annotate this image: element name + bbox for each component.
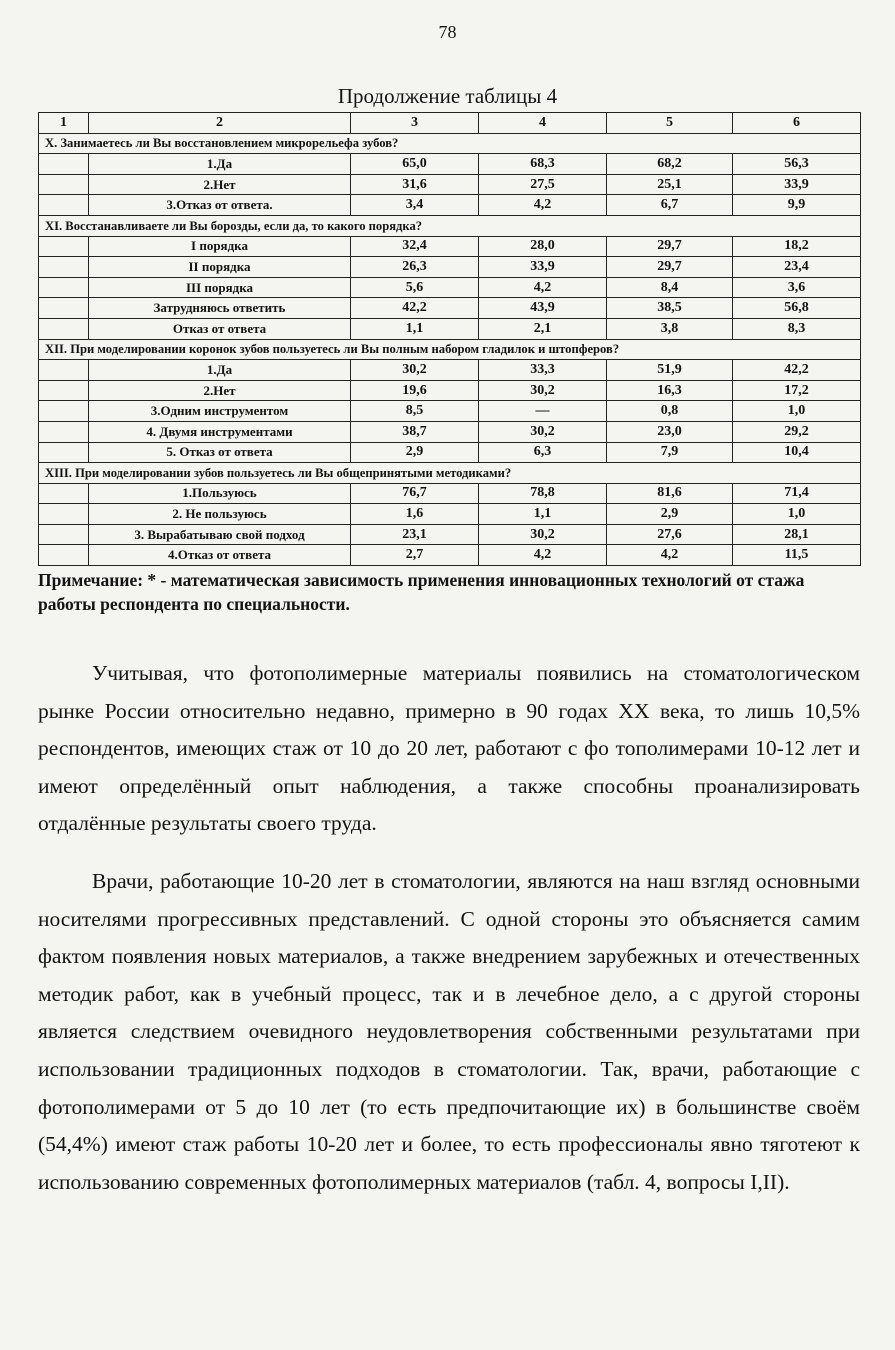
value-cell: 18,2 [733,236,861,257]
value-cell: 3,4 [351,195,479,216]
value-cell: 33,9 [479,257,607,278]
column-header: 5 [607,113,733,134]
empty-cell [39,318,89,339]
value-cell: 2,9 [351,442,479,463]
value-cell: 2,7 [351,545,479,566]
empty-cell [39,360,89,381]
value-cell: 43,9 [479,298,607,319]
row-label: 1.Да [89,360,351,381]
row-label: 3.Отказ от ответа. [89,195,351,216]
value-cell: 1,1 [351,318,479,339]
paragraph: Учитывая, что фотополимерные материалы появились на стоматологическом рынке России относительно недавно, примерно в 90 годах XX века, то лишь 10,5% респондентов, имеющих стаж от 10 до 20 лет, работают с фо тополимерами 10-12 лет и имеют определённый опыт наблюдения, а также способны проанализировать отдалённые результаты своего труда. [38,661,860,836]
data-table [38,112,861,566]
column-header: 6 [733,113,861,134]
table-caption: Продолжение таблицы 4 [337,84,558,108]
value-cell: 0,8 [607,401,733,422]
value-cell: 56,8 [733,298,861,319]
value-cell: 51,9 [607,360,733,381]
value-cell: 81,6 [607,483,733,504]
empty-cell [39,380,89,401]
value-cell: 30,2 [479,524,607,545]
empty-cell [39,421,89,442]
value-cell: 28,0 [479,236,607,257]
table-header-row [39,113,861,134]
column-header: 4 [479,113,607,134]
value-cell: 4,2 [479,195,607,216]
row-label: I порядка [89,236,351,257]
value-cell: 65,0 [351,154,479,175]
row-label: 2.Нет [89,380,351,401]
value-cell: 10,4 [733,442,861,463]
value-cell: 30,2 [479,421,607,442]
value-cell: 33,3 [479,360,607,381]
value-cell: 1,0 [733,504,861,525]
value-cell: 23,0 [607,421,733,442]
section-title: XIII. При моделировании зубов пользуетесь ли Вы общепринятыми методиками? [39,463,861,484]
table-row [39,318,861,339]
page-number: 78 [438,22,457,42]
row-label: Отказ от ответа [89,318,351,339]
table-row [39,236,861,257]
value-cell: 4,2 [479,277,607,298]
table-row [39,380,861,401]
value-cell: 1,6 [351,504,479,525]
column-header: 2 [89,113,351,134]
value-cell: 30,2 [351,360,479,381]
value-cell: 56,3 [733,154,861,175]
value-cell: 76,7 [351,483,479,504]
value-cell: 26,3 [351,257,479,278]
empty-cell [39,483,89,504]
value-cell: 4,2 [479,545,607,566]
value-cell: 3,8 [607,318,733,339]
table-note: Примечание: * - математическая зависимость применения инновационных технологий от стажа работы респондента по специальности. [38,570,805,614]
row-label: 3. Вырабатываю свой подход [89,524,351,545]
empty-cell [39,504,89,525]
empty-cell [39,174,89,195]
empty-cell [39,545,89,566]
value-cell: 23,1 [351,524,479,545]
table-row [39,421,861,442]
row-label: 4. Двумя инструментами [89,421,351,442]
row-label: 2. Не пользуюсь [89,504,351,525]
row-label: 1.Да [89,154,351,175]
row-label: 3.Одним инструментом [89,401,351,422]
section-title: XI. Восстанавливаете ли Вы борозды, если да, то какого порядка? [39,215,861,236]
value-cell: 9,9 [733,195,861,216]
table-row [39,401,861,422]
empty-cell [39,154,89,175]
value-cell: 71,4 [733,483,861,504]
value-cell: 17,2 [733,380,861,401]
value-cell: 29,7 [607,236,733,257]
row-label: III порядка [89,277,351,298]
row-label: 5. Отказ от ответа [89,442,351,463]
section-row [39,339,861,360]
column-header: 3 [351,113,479,134]
value-cell: 1,0 [733,401,861,422]
value-cell: 3,6 [733,277,861,298]
table-row [39,195,861,216]
value-cell: 32,4 [351,236,479,257]
section-row [39,215,861,236]
value-cell: 42,2 [351,298,479,319]
value-cell: 6,3 [479,442,607,463]
empty-cell [39,277,89,298]
row-label: 2.Нет [89,174,351,195]
table-row [39,154,861,175]
value-cell: 30,2 [479,380,607,401]
value-cell: 78,8 [479,483,607,504]
value-cell: 16,3 [607,380,733,401]
table-body [39,133,861,565]
value-cell: 33,9 [733,174,861,195]
value-cell: 42,2 [733,360,861,381]
value-cell: 4,2 [607,545,733,566]
value-cell: 5,6 [351,277,479,298]
value-cell: 68,2 [607,154,733,175]
empty-cell [39,236,89,257]
value-cell: 8,4 [607,277,733,298]
table-row [39,545,861,566]
table-row [39,360,861,381]
empty-cell [39,401,89,422]
row-label: II порядка [89,257,351,278]
value-cell: 23,4 [733,257,861,278]
table-row [39,174,861,195]
value-cell: 25,1 [607,174,733,195]
body-text [38,655,860,1221]
table-row [39,504,861,525]
section-title: X. Занимаетесь ли Вы восстановлением микрорельефа зубов? [39,133,861,154]
value-cell: 8,3 [733,318,861,339]
empty-cell [39,195,89,216]
table-row [39,277,861,298]
value-cell: 29,7 [607,257,733,278]
row-label: 4.Отказ от ответа [89,545,351,566]
value-cell: 27,5 [479,174,607,195]
value-cell: — [479,401,607,422]
table-row [39,524,861,545]
section-title: XII. При моделировании коронок зубов пользуетесь ли Вы полным набором гладилок и штопферов? [39,339,861,360]
value-cell: 8,5 [351,401,479,422]
value-cell: 31,6 [351,174,479,195]
value-cell: 7,9 [607,442,733,463]
value-cell: 28,1 [733,524,861,545]
value-cell: 11,5 [733,545,861,566]
section-row [39,463,861,484]
value-cell: 38,7 [351,421,479,442]
table-row [39,442,861,463]
empty-cell [39,524,89,545]
paragraph: Врачи, работающие 10-20 лет в стоматологии, являются на наш взгляд основными носителями прогрессивных представлений. С одной стороны это объясняется самим фактом появления новых материалов, а также внедрением зарубежных и отечественных методик работ, как в учебный процесс, так и в лечебное дело, а с другой стороны является следствием очевидного неудовлетворения собственными результатами при использовании традиционных подходов в стоматологии. Так, врачи, работающие с фотополимерами от 5 до 10 лет (то есть предпочитающие их) в большинстве своём (54,4%) имеют стаж работы 10-20 лет и более, то есть профессионалы явно тяготеют к использованию современных фотополимерных материалов (табл. 4, вопросы I,II). [38,868,860,1194]
row-label: 1.Пользуюсь [89,483,351,504]
table-row [39,257,861,278]
row-label: Затрудняюсь ответить [89,298,351,319]
table-row [39,483,861,504]
empty-cell [39,257,89,278]
table-row [39,298,861,319]
value-cell: 27,6 [607,524,733,545]
value-cell: 19,6 [351,380,479,401]
value-cell: 29,2 [733,421,861,442]
column-header: 1 [39,113,89,134]
value-cell: 68,3 [479,154,607,175]
section-row [39,133,861,154]
empty-cell [39,442,89,463]
value-cell: 6,7 [607,195,733,216]
empty-cell [39,298,89,319]
value-cell: 2,9 [607,504,733,525]
value-cell: 2,1 [479,318,607,339]
value-cell: 38,5 [607,298,733,319]
value-cell: 1,1 [479,504,607,525]
